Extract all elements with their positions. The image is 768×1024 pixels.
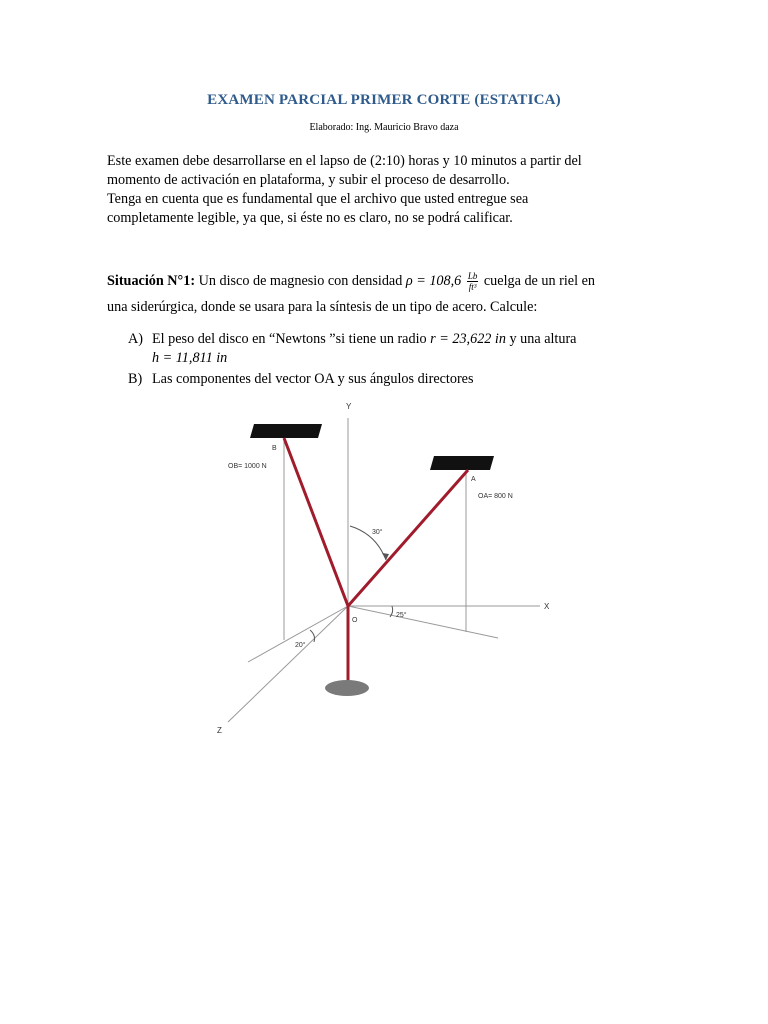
point-b-label: B [272, 445, 277, 452]
projection-line [248, 606, 348, 662]
magnesium-disk [325, 680, 369, 696]
situacion-line-2: una siderúrgica, donde se usara para la síntesis de un tipo de acero. Calcule: [107, 299, 538, 315]
intro-line: Este examen debe desarrollarse en el lapso de (2:10) horas y 10 minutos a partir del [107, 153, 582, 169]
cable-oa [348, 470, 468, 606]
situacion-label: Situación N°1: [107, 273, 196, 289]
unit-numerator: Lb [467, 271, 478, 282]
height-value: h = 11,811 in [152, 350, 228, 366]
z-axis [228, 606, 348, 722]
angle-20-label: 20° [295, 642, 306, 649]
density-value: ρ = 108,6 [405, 273, 462, 289]
angle-25-label: 25° [396, 612, 407, 619]
intro-line: Tenga en cuenta que es fundamental que el archivo que usted entregue sea [107, 191, 529, 207]
projection-line [348, 606, 498, 638]
radius-value: r = 23,622 in [430, 331, 506, 347]
item-marker: A) [128, 331, 143, 347]
item-text: Las componentes del vector OA y sus ángulos directores [152, 371, 474, 387]
force-oa-label: OA= 800 N [478, 493, 513, 500]
force-ob-label: OB= 1000 N [228, 463, 267, 470]
axis-z-label: Z [217, 726, 222, 735]
situacion-text-a: Un disco de magnesio con densidad [198, 273, 403, 289]
exam-title: EXAMEN PARCIAL PRIMER CORTE (ESTATICA) [207, 92, 561, 108]
intro-line: completamente legible, ya que, si éste no es claro, no se podrá calificar. [107, 210, 513, 226]
cable-ob [284, 438, 348, 606]
point-o-label: O [352, 617, 358, 624]
intro-line: momento de activación en plataforma, y subir el proceso de desarrollo. [107, 172, 510, 188]
item-marker: B) [128, 371, 143, 387]
situacion-text-b: cuelga de un riel en [483, 273, 595, 289]
point-a-label: A [471, 476, 476, 483]
author-line: Elaborado: Ing. Mauricio Bravo daza [309, 122, 459, 133]
support-block-a [430, 456, 494, 470]
unit-denominator: ft³ [468, 282, 477, 293]
item-text: y una altura [509, 331, 577, 347]
item-text: El peso del disco en “Newtons ”si tiene un radio [152, 331, 427, 347]
axis-x-label: X [544, 602, 550, 611]
axis-y-label: Y [346, 402, 352, 411]
angle-30-label: 30° [372, 529, 383, 536]
support-block-b [250, 424, 322, 438]
